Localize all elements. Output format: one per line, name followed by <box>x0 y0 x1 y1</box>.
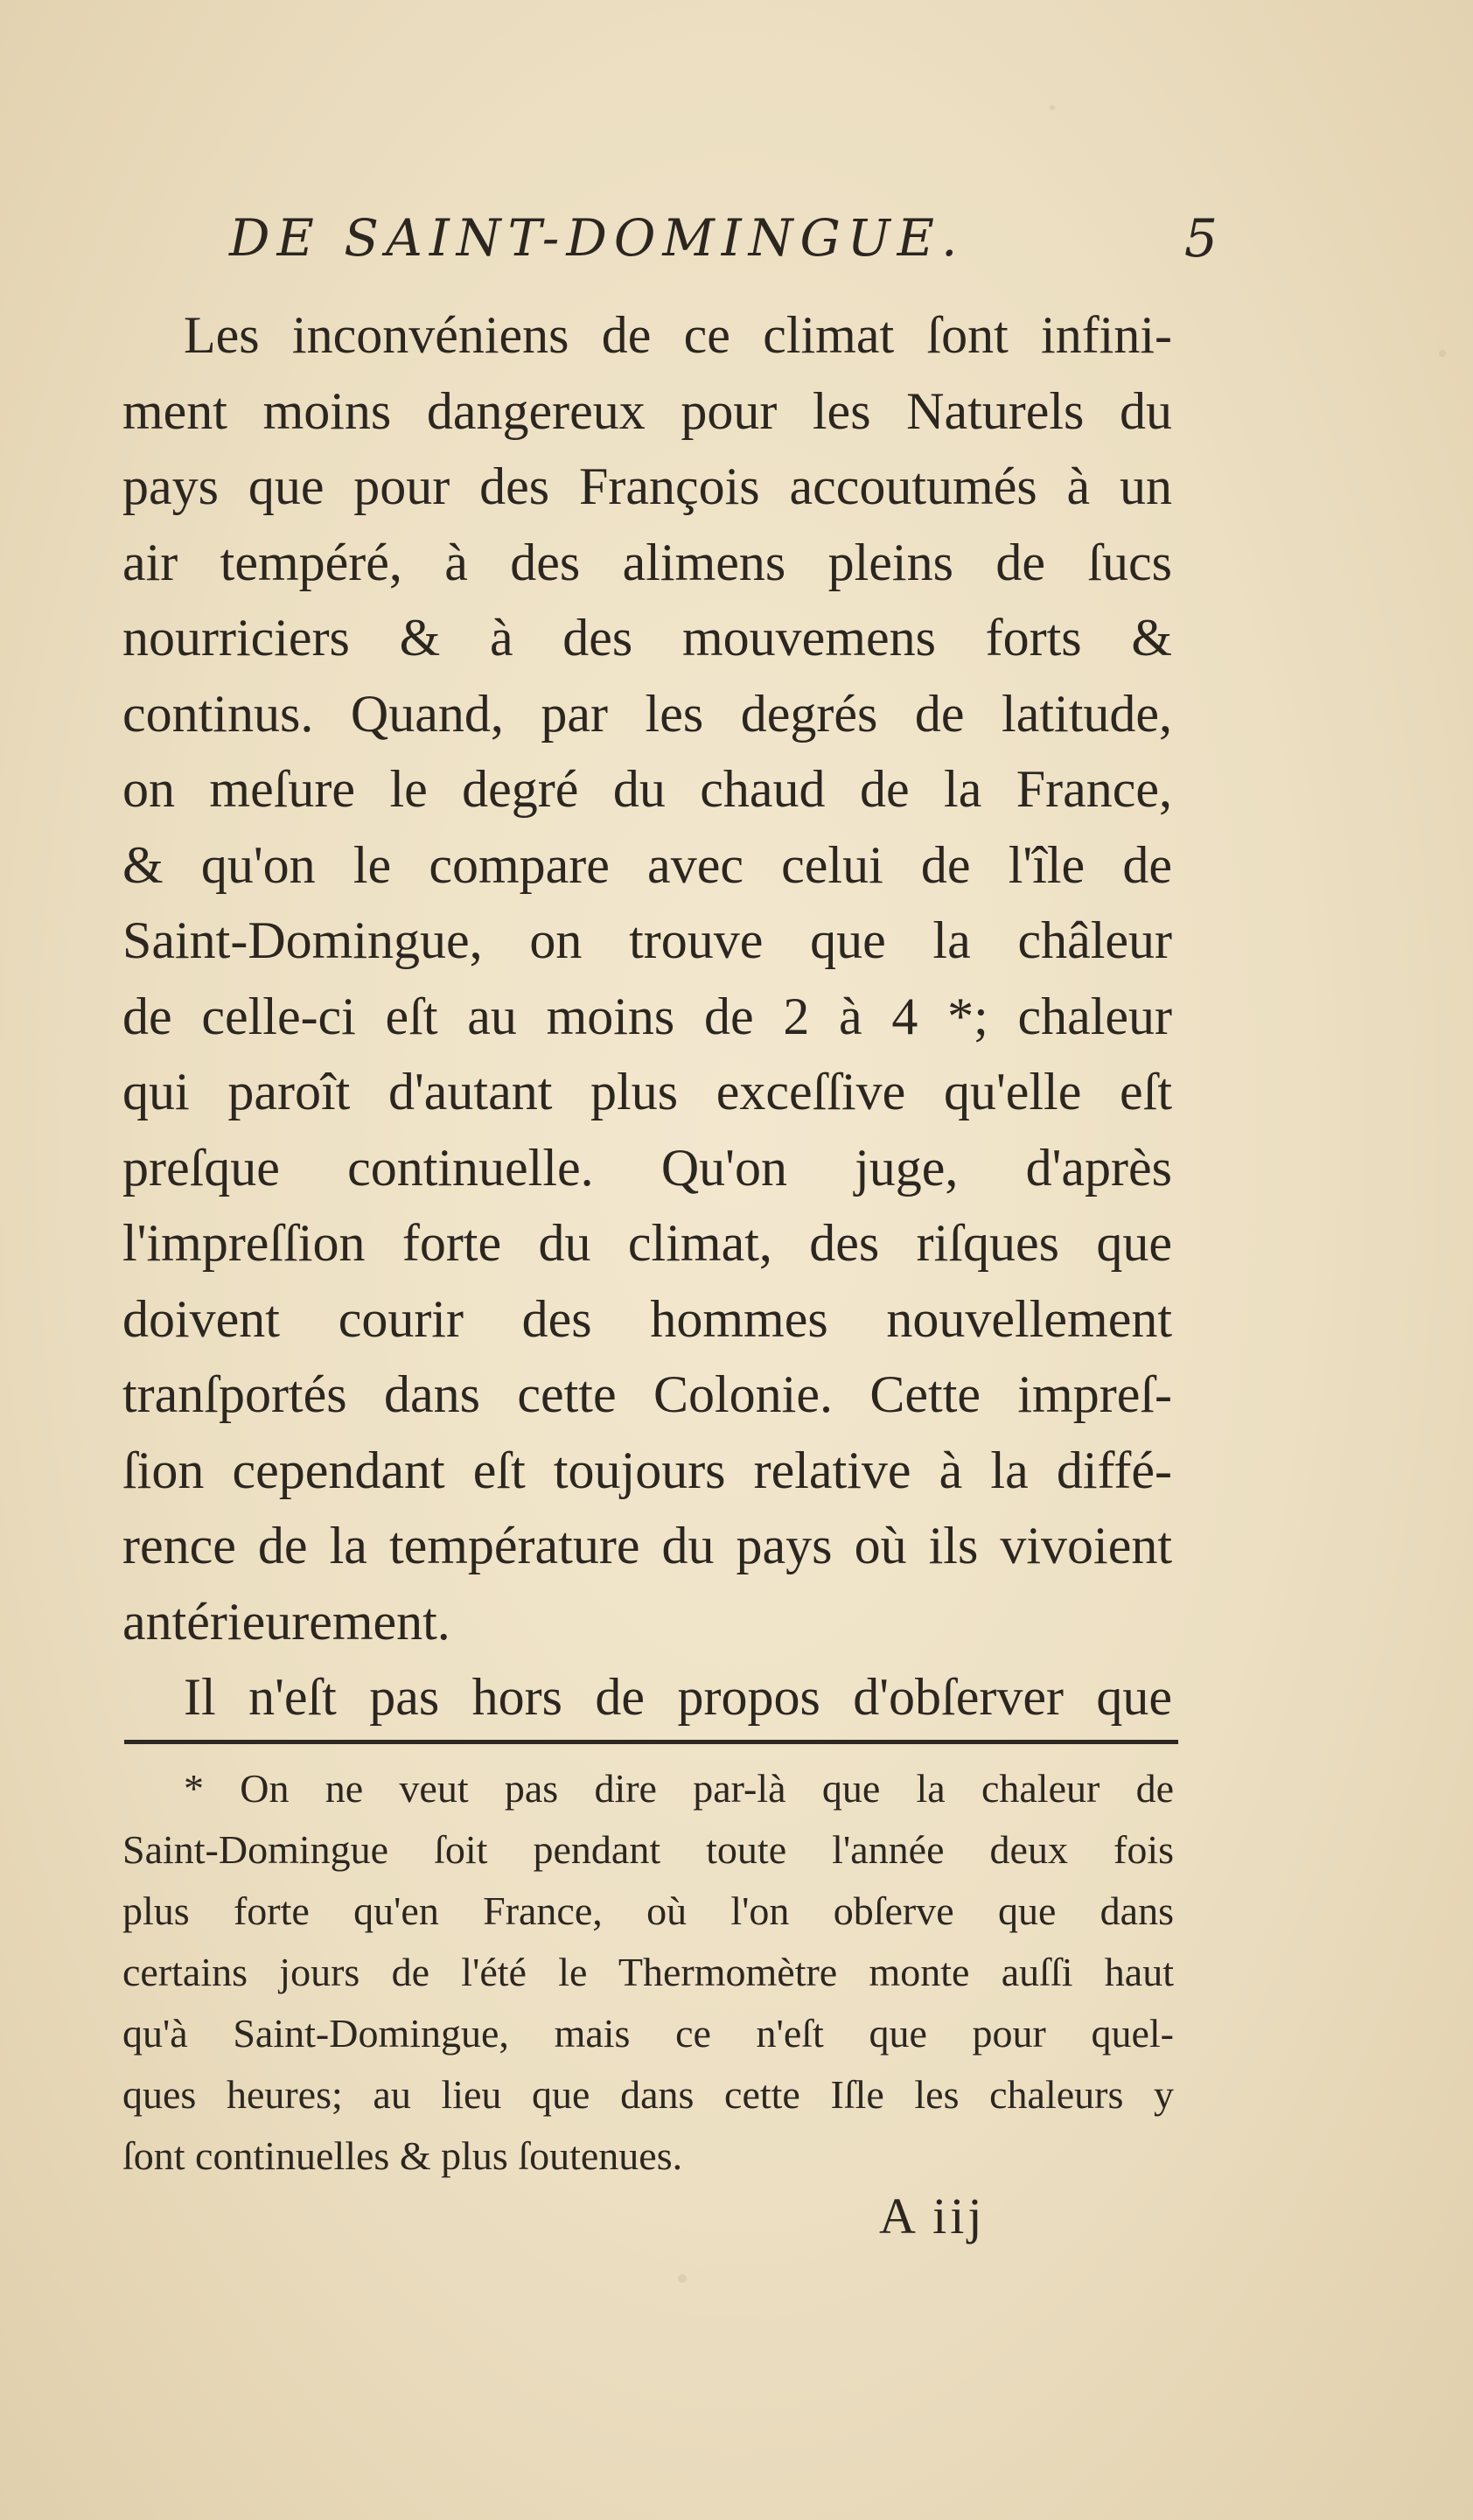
text-line: de celle-ci eſt au moins de 2 à 4 *; chaleur <box>122 987 1172 1045</box>
main-text <box>122 297 1172 1735</box>
text-line: qui paroît d'autant plus exceſſive qu'elle eſt <box>122 1063 1172 1120</box>
footnote-line: ques heures; au lieu que dans cette Iſle les chaleurs y <box>122 2072 1174 2117</box>
text-line: continus. Quand, par les degrés de latitude, <box>122 684 1172 743</box>
footnote-line: qu'à Saint-Domingue, mais ce n'eſt que pour quel- <box>122 2011 1174 2056</box>
text-line: rence de la température du pays où ils vivoient <box>122 1517 1172 1574</box>
text-line: ſion cependant eſt toujours relative à la diffé- <box>122 1441 1172 1499</box>
page-header <box>229 208 1218 287</box>
text-line: antérieurement. <box>122 1592 450 1651</box>
text-line: Les inconvéniens de ce climat ſont infini- <box>184 306 1172 364</box>
text-line: on meſure le degré du chaud de la France, <box>122 760 1172 818</box>
page-number: 5 <box>1183 208 1218 269</box>
footnote-line: * On ne veut pas dire par-là que la chaleur de <box>184 1766 1174 1811</box>
footnote <box>122 1758 1174 2187</box>
paper-speck <box>1439 350 1446 357</box>
text-line: nourriciers & à des mouvemens forts & <box>122 609 1172 667</box>
text-line: l'impreſſion forte du climat, des riſques que <box>122 1214 1172 1272</box>
paper-speck <box>1050 105 1055 110</box>
footnote-line: Saint-Domingue ſoit pendant toute l'année deux fois <box>122 1827 1174 1872</box>
text-line: ment moins dangereux pour les Naturels du <box>122 381 1172 440</box>
footnote-rule <box>124 1740 1178 1744</box>
signature-mark: A iij <box>879 2188 986 2244</box>
text-line: Saint-Domingue, on trouve que la châleur <box>122 911 1172 969</box>
text-line: doivent courir des hommes nouvellement <box>122 1289 1172 1348</box>
running-title: DE SAINT-DOMINGUE. <box>229 208 965 268</box>
footnote-line: ſont continuelles & plus ſoutenues. <box>122 2133 683 2178</box>
text-line: & qu'on le compare avec celui de l'île de <box>122 835 1172 894</box>
text-line: pays que pour des François accoutumés à un <box>122 457 1172 515</box>
footnote-line: plus forte qu'en France, où l'on obſerve que dans <box>122 1888 1174 1933</box>
footnote-line: certains jours de l'été le Thermomètre monte auſſi haut <box>122 1950 1174 1994</box>
text-line: preſque continuelle. Qu'on juge, d'après <box>122 1138 1172 1197</box>
paper-speck <box>678 2274 687 2283</box>
text-line: air tempéré, à des alimens pleins de ſucs <box>122 533 1172 591</box>
text-line: tranſportés dans cette Colonie. Cette impreſ- <box>122 1365 1172 1423</box>
text-line: Il n'eſt pas hors de propos d'obſerver que <box>184 1668 1172 1726</box>
